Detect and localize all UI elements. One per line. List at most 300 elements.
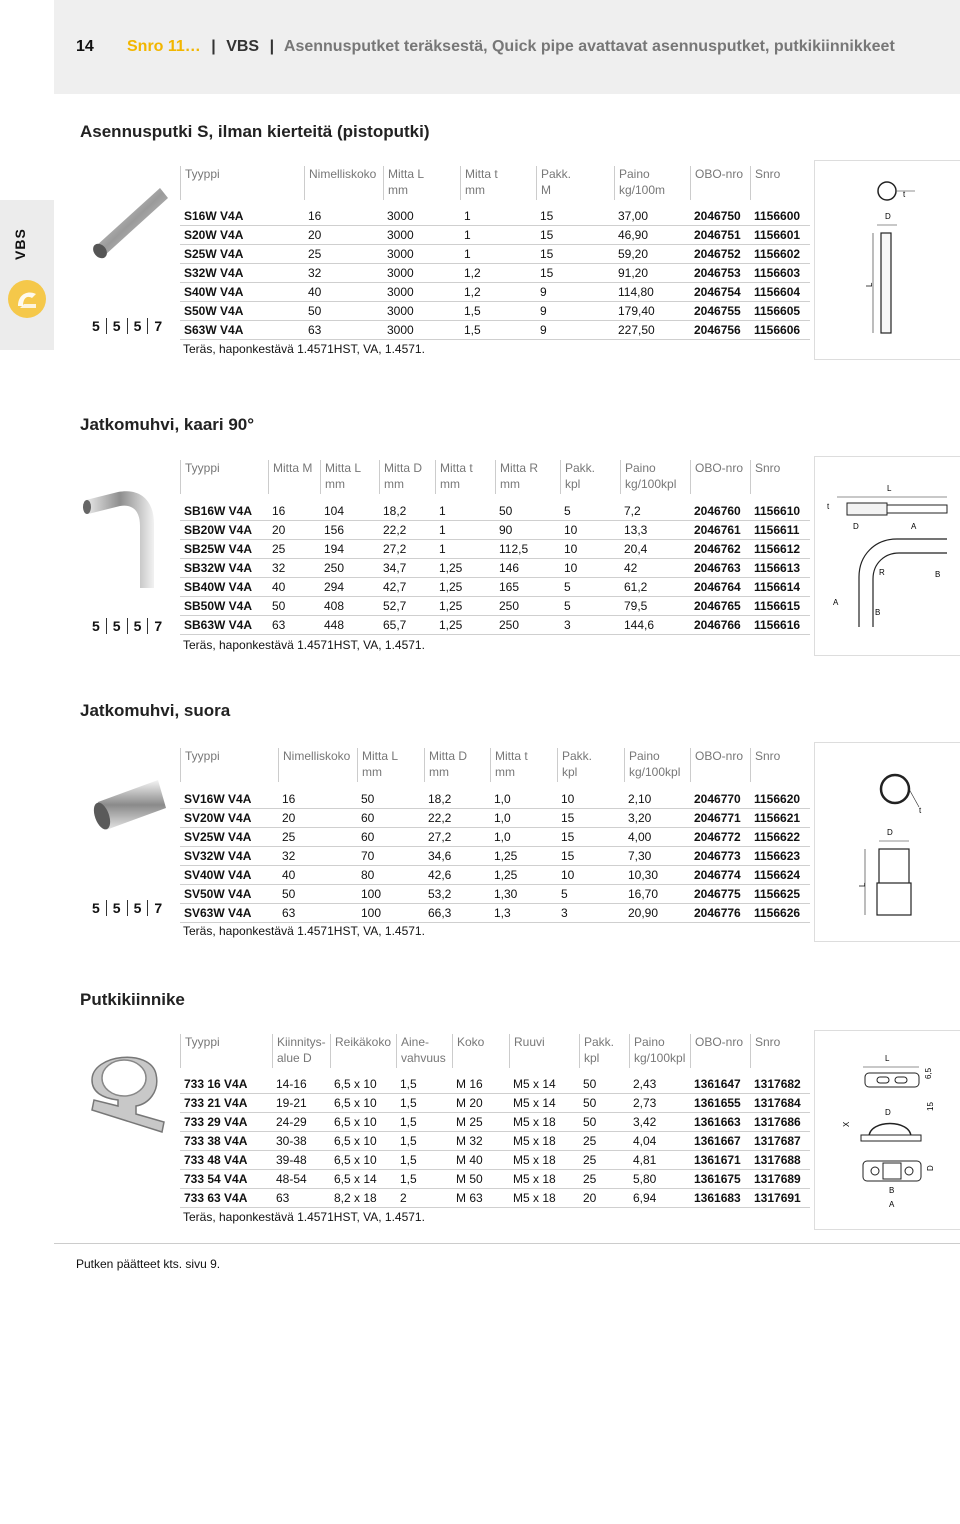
bend-table — [180, 502, 810, 635]
table-cell: 20 — [304, 226, 383, 245]
table-cell: 1,5 — [396, 1094, 452, 1113]
svg-text:R: R — [879, 568, 885, 577]
table-cell: 48-54 — [272, 1170, 330, 1189]
table-cell: 50 — [579, 1075, 629, 1094]
table-cell: 1156605 — [750, 302, 810, 321]
table-cell: 3000 — [383, 321, 460, 340]
table-cell: 1361675 — [690, 1170, 750, 1189]
table-cell: 1,25 — [435, 616, 495, 635]
table-cell: M5 x 18 — [509, 1151, 579, 1170]
type-cell: 733 48 V4A — [180, 1151, 272, 1170]
table-row — [180, 521, 810, 540]
svg-text:L: L — [865, 282, 874, 287]
table-cell: 1361655 — [690, 1094, 750, 1113]
type-cell: 733 16 V4A — [180, 1075, 272, 1094]
table-cell: 27,2 — [424, 828, 490, 847]
type-cell: SV63W V4A — [180, 904, 278, 923]
table-cell: 80 — [357, 866, 424, 885]
table-cell: 16,70 — [624, 885, 690, 904]
svg-text:A: A — [889, 1200, 895, 1209]
table-cell: 1,3 — [490, 904, 557, 923]
table-cell: 114,80 — [614, 283, 690, 302]
table-cell: 1 — [435, 502, 495, 521]
svg-text:6,5: 6,5 — [924, 1067, 933, 1079]
table-cell: 1156620 — [750, 790, 810, 809]
svg-text:B: B — [875, 608, 881, 617]
table-cell: M5 x 14 — [509, 1094, 579, 1113]
svg-text:X: X — [842, 1121, 851, 1127]
table-cell: 1,0 — [490, 790, 557, 809]
coupler-dimension-diagram — [814, 742, 960, 942]
material-note: Teräs, haponkestävä 1.4571HST, VA, 1.4571. — [183, 638, 425, 652]
table-cell: 18,2 — [424, 790, 490, 809]
page-header — [54, 0, 960, 94]
table-cell: 63 — [304, 321, 383, 340]
table-cell: 20,4 — [620, 540, 690, 559]
table-cell: M5 x 18 — [509, 1113, 579, 1132]
product-code: 5 5 5 7 — [92, 618, 163, 634]
table-cell: 1156625 — [750, 885, 810, 904]
table-cell: 1156611 — [750, 521, 810, 540]
clamp-thumbnail — [78, 1040, 174, 1170]
table-row — [180, 790, 810, 809]
table-cell: 2046772 — [690, 828, 750, 847]
table-cell: 1361663 — [690, 1113, 750, 1132]
table-cell: 1,25 — [435, 597, 495, 616]
table-row — [180, 597, 810, 616]
type-cell: SB63W V4A — [180, 616, 268, 635]
table-row — [180, 540, 810, 559]
table-cell: 10,30 — [624, 866, 690, 885]
section-title-pipe: Asennusputki S, ilman kierteitä (pistoputki) — [80, 122, 430, 141]
svg-text:B: B — [935, 570, 941, 579]
table-cell: 2,73 — [629, 1094, 690, 1113]
table-cell: M5 x 18 — [509, 1189, 579, 1208]
table-cell: 4,04 — [629, 1132, 690, 1151]
table-cell: 9 — [536, 302, 614, 321]
svg-text:15: 15 — [926, 1102, 935, 1111]
table-cell: 10 — [557, 790, 624, 809]
table-cell: 1156600 — [750, 207, 810, 226]
rail-label: VBS — [12, 228, 28, 260]
table-cell: 16 — [278, 790, 357, 809]
footer-note: Putken päätteet kts. sivu 9. — [76, 1257, 221, 1271]
svg-text:L: L — [858, 882, 867, 887]
table-cell: 1317684 — [750, 1094, 810, 1113]
type-cell: SV25W V4A — [180, 828, 278, 847]
table-cell: 1,0 — [490, 809, 557, 828]
table-cell: 2046773 — [690, 847, 750, 866]
table-cell: 8,2 x 18 — [330, 1189, 396, 1208]
table-cell: M5 x 18 — [509, 1132, 579, 1151]
type-cell: S20W V4A — [180, 226, 304, 245]
table-cell: 59,20 — [614, 245, 690, 264]
table-cell: 6,5 x 10 — [330, 1094, 396, 1113]
svg-text:D: D — [853, 522, 859, 531]
table-cell: 2046761 — [690, 521, 750, 540]
type-cell: S25W V4A — [180, 245, 304, 264]
table-cell: 2046775 — [690, 885, 750, 904]
table-cell: 24-29 — [272, 1113, 330, 1132]
table-cell: 15 — [536, 226, 614, 245]
type-cell: S16W V4A — [180, 207, 304, 226]
table-cell: 30-38 — [272, 1132, 330, 1151]
table-cell: 1156613 — [750, 559, 810, 578]
table-cell: 2046750 — [690, 207, 750, 226]
table-cell: 3000 — [383, 283, 460, 302]
side-rail — [0, 200, 54, 350]
type-cell: SB40W V4A — [180, 578, 268, 597]
table-cell: 65,7 — [379, 616, 435, 635]
table-cell: 250 — [495, 616, 560, 635]
table-cell: 6,5 x 14 — [330, 1170, 396, 1189]
table-cell: 25 — [278, 828, 357, 847]
table-cell: 1,5 — [460, 321, 536, 340]
clamp-dimension-diagram — [814, 1030, 960, 1230]
table-row — [180, 226, 810, 245]
coupler-table — [180, 790, 810, 923]
table-cell: 1361671 — [690, 1151, 750, 1170]
type-cell: SV20W V4A — [180, 809, 278, 828]
table-cell: 1317686 — [750, 1113, 810, 1132]
type-cell: 733 29 V4A — [180, 1113, 272, 1132]
table-cell: 1156604 — [750, 283, 810, 302]
table-cell: 70 — [357, 847, 424, 866]
table-cell: 32 — [304, 264, 383, 283]
table-cell: 100 — [357, 904, 424, 923]
table-row — [180, 245, 810, 264]
table-row — [180, 1094, 810, 1113]
clamp-table — [180, 1075, 810, 1208]
page-number: 14 — [76, 38, 94, 55]
breadcrumb-brand[interactable]: VBS — [226, 38, 260, 55]
pipe-dimension-diagram — [814, 160, 960, 360]
table-cell: 1156623 — [750, 847, 810, 866]
table-cell: 15 — [536, 245, 614, 264]
table-cell: M 40 — [452, 1151, 509, 1170]
material-note: Teräs, haponkestävä 1.4571HST, VA, 1.4571. — [183, 1210, 425, 1224]
svg-text:L: L — [885, 1054, 890, 1063]
table-cell: 40 — [304, 283, 383, 302]
table-cell: 2046770 — [690, 790, 750, 809]
type-cell: S50W V4A — [180, 302, 304, 321]
pipe-table — [180, 207, 810, 340]
table-cell: 250 — [495, 597, 560, 616]
table-cell: 1,2 — [460, 283, 536, 302]
type-cell: SV40W V4A — [180, 866, 278, 885]
table-cell: 1 — [435, 540, 495, 559]
table-row — [180, 616, 810, 635]
table-cell: 1156601 — [750, 226, 810, 245]
table-cell: 5,80 — [629, 1170, 690, 1189]
table-cell: 63 — [278, 904, 357, 923]
table-cell: 22,2 — [379, 521, 435, 540]
breadcrumb-snro[interactable]: Snro 11… — [127, 38, 201, 55]
table-cell: 15 — [557, 847, 624, 866]
table-cell: 1156606 — [750, 321, 810, 340]
svg-text:D: D — [885, 212, 891, 221]
svg-text:t: t — [919, 806, 922, 815]
table-cell: 1317682 — [750, 1075, 810, 1094]
table-row — [180, 1170, 810, 1189]
table-cell: 1,0 — [490, 828, 557, 847]
coupler-thumbnail — [78, 758, 174, 888]
table-cell: 3000 — [383, 302, 460, 321]
table-cell: 15 — [536, 264, 614, 283]
table-cell: 50 — [304, 302, 383, 321]
table-row — [180, 866, 810, 885]
table-cell: 3,20 — [624, 809, 690, 828]
breadcrumb — [127, 38, 895, 56]
table-cell: 3000 — [383, 245, 460, 264]
table-cell: 19-21 — [272, 1094, 330, 1113]
table-cell: M 20 — [452, 1094, 509, 1113]
table-row — [180, 828, 810, 847]
table-cell: 294 — [320, 578, 379, 597]
table-cell: 20 — [278, 809, 357, 828]
table-cell: 25 — [579, 1151, 629, 1170]
table-cell: 60 — [357, 828, 424, 847]
table-cell: 1,30 — [490, 885, 557, 904]
table-cell: 1156614 — [750, 578, 810, 597]
table-cell: 144,6 — [620, 616, 690, 635]
section-title-bend: Jatkomuhvi, kaari 90° — [80, 415, 255, 434]
table-cell: 2046763 — [690, 559, 750, 578]
table-cell: 1,25 — [490, 847, 557, 866]
table-cell: 1,2 — [460, 264, 536, 283]
table-cell: 1361667 — [690, 1132, 750, 1151]
table-row — [180, 1189, 810, 1208]
table-cell: 1317689 — [750, 1170, 810, 1189]
table-cell: 1156603 — [750, 264, 810, 283]
table-row — [180, 283, 810, 302]
table-cell: 22,2 — [424, 809, 490, 828]
table-cell: 1156602 — [750, 245, 810, 264]
table-cell: 2 — [396, 1189, 452, 1208]
table-cell: 42,6 — [424, 866, 490, 885]
table-cell: 448 — [320, 616, 379, 635]
table-cell: 10 — [560, 540, 620, 559]
table-cell: 25 — [579, 1170, 629, 1189]
table-cell: 50 — [278, 885, 357, 904]
table-row — [180, 559, 810, 578]
table-cell: 2046766 — [690, 616, 750, 635]
table-cell: 2046754 — [690, 283, 750, 302]
table-cell: 1156610 — [750, 502, 810, 521]
table-row — [180, 1132, 810, 1151]
table-cell: 52,7 — [379, 597, 435, 616]
table-cell: 20 — [579, 1189, 629, 1208]
table-cell: 1 — [460, 245, 536, 264]
table-cell: 146 — [495, 559, 560, 578]
table-cell: 3 — [560, 616, 620, 635]
type-cell: S32W V4A — [180, 264, 304, 283]
table-cell: 50 — [268, 597, 320, 616]
table-cell: 1156624 — [750, 866, 810, 885]
table-cell: 1 — [460, 226, 536, 245]
table-cell: 4,81 — [629, 1151, 690, 1170]
table-cell: 16 — [268, 502, 320, 521]
table-cell: 1317688 — [750, 1151, 810, 1170]
table-cell: 100 — [357, 885, 424, 904]
table-cell: 6,5 x 10 — [330, 1132, 396, 1151]
type-cell: SV50W V4A — [180, 885, 278, 904]
svg-text:L: L — [887, 484, 892, 493]
table-cell: 27,2 — [379, 540, 435, 559]
table-cell: 7,30 — [624, 847, 690, 866]
table-row — [180, 302, 810, 321]
table-cell: 2,43 — [629, 1075, 690, 1094]
table-cell: 32 — [278, 847, 357, 866]
svg-text:D: D — [887, 828, 893, 837]
table-cell: 2046776 — [690, 904, 750, 923]
table-cell: 61,2 — [620, 578, 690, 597]
table-cell: 40 — [268, 578, 320, 597]
svg-text:A: A — [911, 522, 917, 531]
type-cell: 733 38 V4A — [180, 1132, 272, 1151]
table-cell: 165 — [495, 578, 560, 597]
table-cell: 10 — [560, 521, 620, 540]
table-row — [180, 904, 810, 923]
table-cell: 2046764 — [690, 578, 750, 597]
type-cell: 733 21 V4A — [180, 1094, 272, 1113]
table-cell: 2046756 — [690, 321, 750, 340]
table-cell: 66,3 — [424, 904, 490, 923]
svg-text:D: D — [885, 1108, 891, 1117]
table-cell: 6,5 x 10 — [330, 1075, 396, 1094]
table-row — [180, 809, 810, 828]
type-cell: SB20W V4A — [180, 521, 268, 540]
table-cell: 79,5 — [620, 597, 690, 616]
table-cell: M5 x 18 — [509, 1170, 579, 1189]
table-cell: 2046753 — [690, 264, 750, 283]
table-cell: 1,5 — [460, 302, 536, 321]
table-cell: 2046755 — [690, 302, 750, 321]
table-cell: 1,25 — [435, 559, 495, 578]
table-cell: 1156615 — [750, 597, 810, 616]
table-cell: 3000 — [383, 207, 460, 226]
divider — [54, 1243, 960, 1244]
table-cell: M5 x 14 — [509, 1075, 579, 1094]
table-cell: 6,5 x 10 — [330, 1151, 396, 1170]
table-cell: 15 — [536, 207, 614, 226]
table-cell: 179,40 — [614, 302, 690, 321]
table-cell: 1156612 — [750, 540, 810, 559]
table-row — [180, 207, 810, 226]
table-cell: 37,00 — [614, 207, 690, 226]
table-row — [180, 885, 810, 904]
breadcrumb-separator: | — [211, 38, 216, 55]
table-cell: 1361683 — [690, 1189, 750, 1208]
table-cell: 1,5 — [396, 1170, 452, 1189]
table-cell: M 25 — [452, 1113, 509, 1132]
table-cell: M 50 — [452, 1170, 509, 1189]
table-cell: 156 — [320, 521, 379, 540]
breadcrumb-title: Asennusputket teräksestä, Quick pipe avattavat asennusputket, putkikiinnikkeet — [283, 38, 895, 55]
table-cell: 3 — [557, 904, 624, 923]
svg-text:t: t — [827, 502, 830, 511]
table-cell: 1 — [435, 521, 495, 540]
table-cell: 5 — [560, 502, 620, 521]
type-cell: SB50W V4A — [180, 597, 268, 616]
table-cell: 1317687 — [750, 1132, 810, 1151]
svg-text:t: t — [903, 190, 906, 199]
table-cell: 6,94 — [629, 1189, 690, 1208]
table-cell: 5 — [560, 597, 620, 616]
table-cell: 39-48 — [272, 1151, 330, 1170]
table-cell: 14-16 — [272, 1075, 330, 1094]
table-cell: 13,3 — [620, 521, 690, 540]
table-cell: 34,6 — [424, 847, 490, 866]
table-cell: 1,5 — [396, 1132, 452, 1151]
product-code: 5 5 5 7 — [92, 318, 163, 334]
table-cell: 1,5 — [396, 1113, 452, 1132]
table-cell: 25 — [268, 540, 320, 559]
table-cell: 50 — [495, 502, 560, 521]
table-cell: 18,2 — [379, 502, 435, 521]
table-row — [180, 264, 810, 283]
table-cell: 46,90 — [614, 226, 690, 245]
svg-text:D: D — [926, 1165, 935, 1171]
table-cell: 7,2 — [620, 502, 690, 521]
table-cell: 2046751 — [690, 226, 750, 245]
table-cell: 2046774 — [690, 866, 750, 885]
table-cell: 20 — [268, 521, 320, 540]
table-cell: 90 — [495, 521, 560, 540]
table-cell: 63 — [272, 1189, 330, 1208]
table-cell: 25 — [304, 245, 383, 264]
table-cell: 250 — [320, 559, 379, 578]
table-cell: 40 — [278, 866, 357, 885]
table-cell: M 32 — [452, 1132, 509, 1151]
type-cell: SV16W V4A — [180, 790, 278, 809]
svg-text:B: B — [889, 1186, 895, 1195]
table-cell: 408 — [320, 597, 379, 616]
table-cell: 16 — [304, 207, 383, 226]
table-cell: 227,50 — [614, 321, 690, 340]
table-cell: 112,5 — [495, 540, 560, 559]
table-cell: M 16 — [452, 1075, 509, 1094]
table-cell: 1156622 — [750, 828, 810, 847]
table-cell: 1156616 — [750, 616, 810, 635]
table-cell: 20,90 — [624, 904, 690, 923]
table-cell: 2046771 — [690, 809, 750, 828]
table-cell: 5 — [557, 885, 624, 904]
table-cell: 42,7 — [379, 578, 435, 597]
table-row — [180, 502, 810, 521]
table-row — [180, 1075, 810, 1094]
type-cell: S63W V4A — [180, 321, 304, 340]
material-note: Teräs, haponkestävä 1.4571HST, VA, 1.4571. — [183, 924, 425, 938]
breadcrumb-separator: | — [269, 38, 275, 55]
table-cell: 50 — [357, 790, 424, 809]
table-cell: 1156621 — [750, 809, 810, 828]
product-code: 5 5 5 7 — [92, 900, 163, 916]
table-cell: 25 — [579, 1132, 629, 1151]
bend-dimension-diagram — [814, 456, 960, 656]
table-cell: 2046760 — [690, 502, 750, 521]
type-cell: SB32W V4A — [180, 559, 268, 578]
type-cell: SB25W V4A — [180, 540, 268, 559]
table-cell: 1,25 — [435, 578, 495, 597]
table-cell: 6,5 x 10 — [330, 1113, 396, 1132]
table-cell: 32 — [268, 559, 320, 578]
table-cell: 3,42 — [629, 1113, 690, 1132]
table-cell: 4,00 — [624, 828, 690, 847]
table-cell: 1,5 — [396, 1075, 452, 1094]
table-row — [180, 1151, 810, 1170]
table-cell: 1361647 — [690, 1075, 750, 1094]
